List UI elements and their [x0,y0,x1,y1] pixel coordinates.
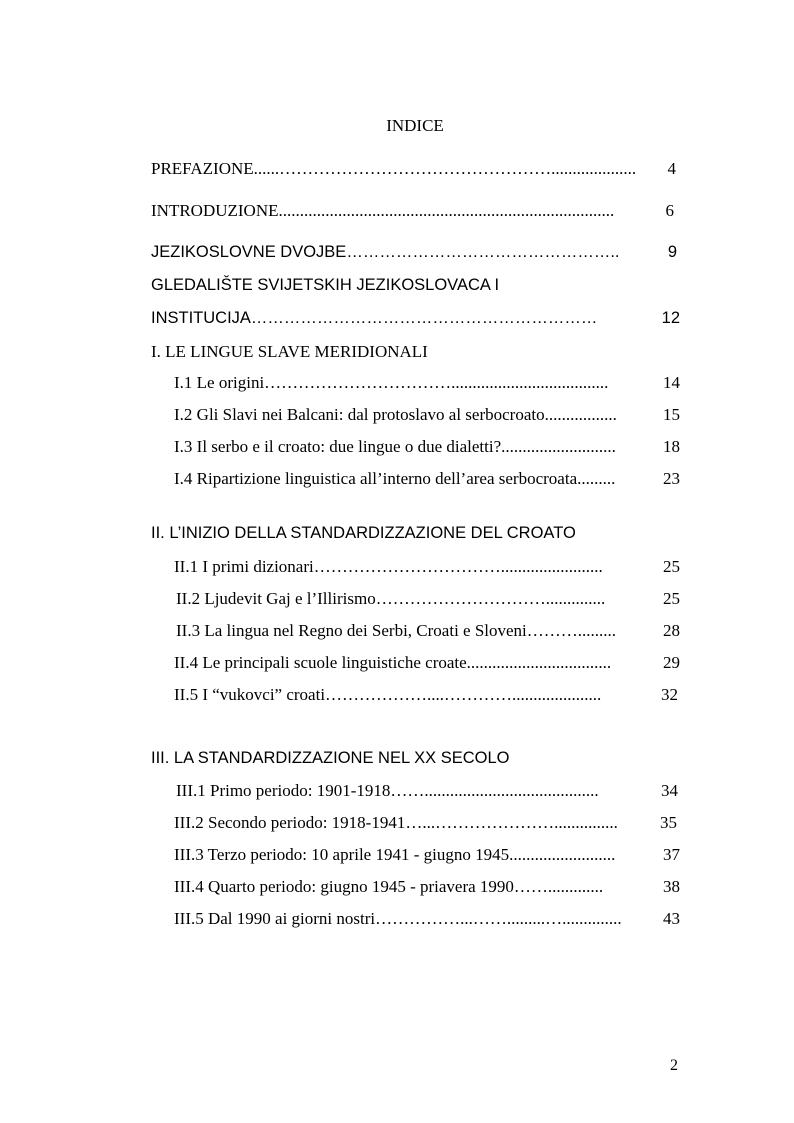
toc-heading-section-iii: III. LA STANDARDIZZAZIONE NEL XX SECOLO [151,749,510,767]
toc-entry-i-1: I.1 Le origini ……………………………..................................... 14 [174,373,680,392]
toc-entry-ii-1: II.1 I primi dizionari ……………………………........................ 25 [174,557,680,576]
toc-entry-prefazione: PREFAZIONE ......………………………………………….................... 4 [151,159,676,178]
toc-heading-gledaliste: GLEDALIŠTE SVIJETSKIH JEZIKOSLOVACA I [151,276,500,294]
toc-entry-institucija: INSTITUCIJA ……………………………………………………… 12 [151,309,680,327]
toc-entry-iii-3: III.3 Terzo periodo: 10 aprile 1941 - giugno 1945 ......................... 37 [174,845,680,864]
toc-entry-ii-2: II.2 Ljudevit Gaj e l’Illirismo ………………………….............. 25 [176,589,680,608]
toc-entry-iii-1: III.1 Primo periodo: 1901-1918 ……......................................... 34 [176,781,678,800]
toc-entry-iii-2: III.2 Secondo periodo: 1918-1941 …...…………………............... 35 [174,813,677,832]
toc-entry-jezikoslovne-dvojbe: JEZIKOSLOVNE DVOJBE ………………………………………….. 9 [151,243,677,261]
toc-heading-section-i: I. LE LINGUE SLAVE MERIDIONALI [151,342,428,361]
toc-entry-i-4: I.4 Ripartizione linguistica all’interno dell’area serbocroata ......... 23 [174,469,680,488]
toc-heading-section-ii: II. L’INIZIO DELLA STANDARDIZZAZIONE DEL CROATO [151,524,576,542]
toc-entry-ii-4: II.4 Le principali scuole linguistiche croate .................................. 29 [174,653,680,672]
toc-entry-i-2: I.2 Gli Slavi nei Balcani: dal protoslavo al serbocroato ................. 15 [174,405,680,424]
toc-entry-iii-5: III.5 Dal 1990 ai giorni nostri ……………...…….........….............. 43 [174,909,680,928]
page-number: 2 [670,1057,678,1074]
page-title: INDICE [386,116,444,135]
toc-entry-i-3: I.3 Il serbo e il croato: due lingue o due dialetti? ........................... 18 [174,437,680,456]
toc-entry-ii-5: II.5 I “vukovci” croati ………………....…………..................... 32 [174,685,678,704]
toc-entry-introduzione: INTRODUZIONE ............................................................................... 6 [151,201,674,220]
toc-entry-ii-3: II.3 La lingua nel Regno dei Serbi, Croati e Sloveni ………......... 28 [176,621,680,640]
toc-entry-iii-4: III.4 Quarto periodo: giugno 1945 - priavera 1990 ……............. 38 [174,877,680,896]
